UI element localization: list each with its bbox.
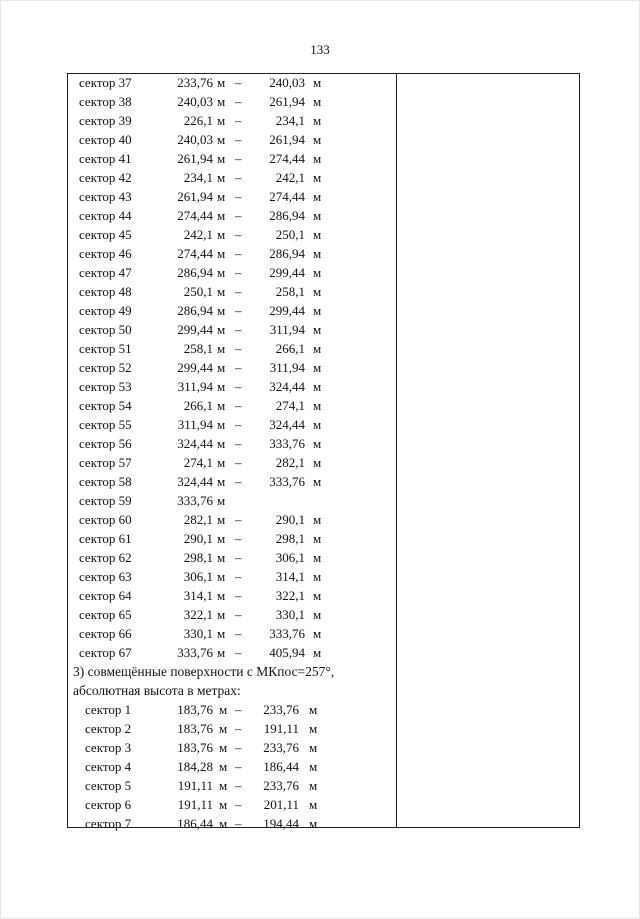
row-unit2: м	[309, 778, 318, 793]
row-unit2: м	[313, 569, 322, 584]
row-unit1: м	[217, 322, 226, 337]
row-unit2: м	[313, 132, 322, 147]
row-to: 274,1	[275, 398, 305, 413]
row-to: 330,1	[275, 607, 305, 622]
table-row	[67, 282, 397, 301]
row-dash: –	[235, 816, 242, 831]
row-unit2: м	[313, 265, 322, 280]
row-unit1: м	[217, 341, 226, 356]
sector-list-a	[67, 73, 397, 662]
row-unit1: м	[217, 132, 226, 147]
row-from: 184,28	[177, 759, 213, 774]
row-dash: –	[235, 94, 242, 109]
row-dash: –	[235, 702, 242, 717]
row-unit2: м	[313, 436, 322, 451]
row-from: 322,1	[183, 607, 213, 622]
table-row	[67, 301, 397, 320]
row-from: 274,1	[183, 455, 213, 470]
row-to: 299,44	[269, 303, 305, 318]
row-unit2: м	[313, 531, 322, 546]
row-unit1: м	[217, 569, 226, 584]
row-dash: –	[235, 284, 242, 299]
row-sector: сектор 53	[79, 379, 132, 394]
row-to: 282,1	[275, 455, 305, 470]
row-unit2: м	[313, 645, 322, 660]
row-to: 311,94	[269, 360, 305, 375]
row-unit1: м	[217, 75, 226, 90]
table-row	[67, 795, 397, 814]
table-row	[67, 168, 397, 187]
row-dash: –	[235, 227, 242, 242]
row-sector: сектор 39	[79, 113, 132, 128]
row-unit2: м	[309, 759, 318, 774]
row-sector: сектор 55	[79, 417, 132, 432]
row-from: 314,1	[183, 588, 213, 603]
row-unit2: м	[313, 227, 322, 242]
row-unit1: м	[217, 607, 226, 622]
row-unit1: м	[217, 474, 226, 489]
row-unit2: м	[309, 721, 318, 736]
row-sector: сектор 2	[85, 721, 132, 736]
row-from: 324,44	[177, 436, 213, 451]
row-unit2: м	[309, 816, 318, 831]
row-sector: сектор 6	[85, 797, 132, 812]
table-row	[67, 339, 397, 358]
table-row	[67, 434, 397, 453]
row-dash: –	[235, 303, 242, 318]
row-from: 234,1	[183, 170, 213, 185]
table-row	[67, 567, 397, 586]
row-from: 258,1	[183, 341, 213, 356]
row-from: 266,1	[183, 398, 213, 413]
row-sector: сектор 5	[85, 778, 132, 793]
row-unit1: м	[219, 816, 228, 831]
table-row	[67, 529, 397, 548]
row-unit1: м	[217, 151, 226, 166]
row-dash: –	[235, 246, 242, 261]
row-unit2: м	[313, 322, 322, 337]
row-to: 290,1	[275, 512, 305, 527]
row-from: 183,76	[177, 740, 213, 755]
row-from: 286,94	[177, 265, 213, 280]
row-to: 261,94	[269, 94, 305, 109]
row-unit2: м	[313, 94, 322, 109]
table-row	[67, 111, 397, 130]
table-row	[67, 757, 397, 776]
row-dash: –	[235, 189, 242, 204]
row-dash: –	[235, 759, 242, 774]
row-to: 201,11	[263, 797, 299, 812]
row-sector: сектор 58	[79, 474, 132, 489]
row-from: 261,94	[177, 189, 213, 204]
row-dash: –	[235, 512, 242, 527]
row-unit1: м	[219, 740, 228, 755]
row-sector: сектор 61	[79, 531, 132, 546]
row-to: 250,1	[275, 227, 305, 242]
row-sector: сектор 1	[85, 702, 132, 717]
table-row	[67, 643, 397, 662]
sector-list-b	[67, 700, 397, 833]
row-to: 298,1	[275, 531, 305, 546]
table-row	[67, 206, 397, 225]
row-unit1: м	[217, 417, 226, 432]
table-row	[67, 510, 397, 529]
row-from: 333,76	[177, 645, 213, 660]
row-dash: –	[235, 322, 242, 337]
row-unit1: м	[217, 436, 226, 451]
table-row	[67, 700, 397, 719]
row-sector: сектор 45	[79, 227, 132, 242]
row-unit1: м	[217, 170, 226, 185]
row-to: 286,94	[269, 246, 305, 261]
table-row	[67, 358, 397, 377]
row-dash: –	[235, 360, 242, 375]
row-from: 242,1	[183, 227, 213, 242]
row-sector: сектор 37	[79, 75, 132, 90]
row-unit2: м	[313, 379, 322, 394]
row-from: 282,1	[183, 512, 213, 527]
row-sector: сектор 64	[79, 588, 132, 603]
row-unit2: м	[313, 512, 322, 527]
row-unit1: м	[217, 379, 226, 394]
row-to: 233,76	[263, 740, 299, 755]
row-to: 286,94	[269, 208, 305, 223]
row-to: 306,1	[275, 550, 305, 565]
row-to: 240,03	[269, 75, 305, 90]
row-dash: –	[235, 151, 242, 166]
row-to: 324,44	[269, 379, 305, 394]
row-dash: –	[235, 170, 242, 185]
row-unit2: м	[313, 208, 322, 223]
row-to: 233,76	[263, 702, 299, 717]
row-sector: сектор 4	[85, 759, 132, 774]
row-to: 333,76	[269, 474, 305, 489]
row-sector: сектор 67	[79, 645, 132, 660]
row-to: 299,44	[269, 265, 305, 280]
row-unit1: м	[219, 721, 228, 736]
row-to: 333,76	[269, 626, 305, 641]
row-unit1: м	[217, 94, 226, 109]
row-sector: сектор 43	[79, 189, 132, 204]
table-row	[67, 130, 397, 149]
row-unit1: м	[217, 360, 226, 375]
row-unit2: м	[313, 588, 322, 603]
row-dash: –	[235, 132, 242, 147]
table-row	[67, 149, 397, 168]
row-from: 240,03	[177, 94, 213, 109]
row-dash: –	[235, 417, 242, 432]
row-unit1: м	[217, 113, 226, 128]
row-sector: сектор 48	[79, 284, 132, 299]
row-from: 333,76	[177, 493, 213, 508]
row-from: 250,1	[183, 284, 213, 299]
row-to: 322,1	[275, 588, 305, 603]
row-sector: сектор 3	[85, 740, 132, 755]
row-dash: –	[235, 531, 242, 546]
row-to: 274,44	[269, 151, 305, 166]
row-sector: сектор 44	[79, 208, 132, 223]
row-sector: сектор 57	[79, 455, 132, 470]
table-row	[67, 225, 397, 244]
row-sector: сектор 54	[79, 398, 132, 413]
row-dash: –	[235, 778, 242, 793]
table-row	[67, 187, 397, 206]
row-unit1: м	[217, 227, 226, 242]
row-from: 186,44	[177, 816, 213, 831]
table-row	[67, 814, 397, 833]
row-unit2: м	[309, 702, 318, 717]
row-unit1: м	[217, 512, 226, 527]
row-dash: –	[235, 797, 242, 812]
row-unit2: м	[313, 341, 322, 356]
table-row	[67, 415, 397, 434]
row-sector: сектор 51	[79, 341, 132, 356]
row-from: 233,76	[177, 75, 213, 90]
row-dash: –	[235, 626, 242, 641]
row-to: 234,1	[275, 113, 305, 128]
row-dash: –	[235, 645, 242, 660]
row-to: 333,76	[269, 436, 305, 451]
row-dash: –	[235, 341, 242, 356]
row-unit2: м	[313, 417, 322, 432]
row-unit2: м	[313, 170, 322, 185]
row-unit2: м	[313, 550, 322, 565]
row-sector: сектор 62	[79, 550, 132, 565]
table-row	[67, 73, 397, 92]
row-unit2: м	[313, 626, 322, 641]
row-sector: сектор 46	[79, 246, 132, 261]
row-unit1: м	[217, 531, 226, 546]
row-unit1: м	[217, 246, 226, 261]
table-row	[67, 738, 397, 757]
table-row	[67, 453, 397, 472]
row-from: 183,76	[177, 702, 213, 717]
row-unit2: м	[313, 151, 322, 166]
row-dash: –	[235, 208, 242, 223]
row-sector: сектор 49	[79, 303, 132, 318]
row-dash: –	[235, 588, 242, 603]
row-unit1: м	[217, 550, 226, 565]
row-to: 233,76	[263, 778, 299, 793]
section-3-line-1: 3) совмещённые поверхности с МКпос=257°,	[73, 664, 335, 679]
row-unit1: м	[217, 189, 226, 204]
row-unit1: м	[217, 645, 226, 660]
row-sector: сектор 40	[79, 132, 132, 147]
row-from: 286,94	[177, 303, 213, 318]
row-unit1: м	[217, 284, 226, 299]
row-unit2: м	[313, 284, 322, 299]
row-sector: сектор 47	[79, 265, 132, 280]
row-dash: –	[235, 455, 242, 470]
row-unit2: м	[313, 189, 322, 204]
row-unit2: м	[313, 455, 322, 470]
row-from: 274,44	[177, 246, 213, 261]
row-sector: сектор 56	[79, 436, 132, 451]
row-to: 186,44	[263, 759, 299, 774]
row-unit1: м	[217, 208, 226, 223]
row-unit2: м	[313, 75, 322, 90]
row-unit2: м	[313, 303, 322, 318]
row-to: 314,1	[275, 569, 305, 584]
section-3-heading	[67, 662, 397, 700]
table-row	[67, 263, 397, 282]
row-unit1: м	[217, 626, 226, 641]
row-sector: сектор 42	[79, 170, 132, 185]
row-from: 261,94	[177, 151, 213, 166]
row-sector: сектор 60	[79, 512, 132, 527]
table-row	[67, 719, 397, 738]
row-unit2: м	[309, 740, 318, 755]
row-sector: сектор 50	[79, 322, 132, 337]
row-unit2: м	[313, 246, 322, 261]
row-from: 274,44	[177, 208, 213, 223]
row-dash: –	[235, 550, 242, 565]
row-dash: –	[235, 721, 242, 736]
row-to: 311,94	[269, 322, 305, 337]
row-from: 191,11	[177, 797, 213, 812]
section-3-line-2: абсолютная высота в метрах:	[73, 683, 241, 698]
row-from: 299,44	[177, 360, 213, 375]
row-from: 330,1	[183, 626, 213, 641]
row-dash: –	[235, 607, 242, 622]
row-sector: сектор 63	[79, 569, 132, 584]
table-row	[67, 548, 397, 567]
row-sector: сектор 66	[79, 626, 132, 641]
row-unit1: м	[219, 797, 228, 812]
row-unit2: м	[313, 398, 322, 413]
row-unit1: м	[217, 455, 226, 470]
row-to: 261,94	[269, 132, 305, 147]
row-from: 298,1	[183, 550, 213, 565]
row-unit1: м	[217, 398, 226, 413]
row-from: 226,1	[183, 113, 213, 128]
row-unit2: м	[309, 797, 318, 812]
row-dash: –	[235, 569, 242, 584]
row-from: 290,1	[183, 531, 213, 546]
row-dash: –	[235, 398, 242, 413]
row-dash: –	[235, 379, 242, 394]
row-unit2: м	[313, 474, 322, 489]
row-unit1: м	[219, 778, 228, 793]
row-unit1: м	[217, 265, 226, 280]
row-unit2: м	[313, 113, 322, 128]
row-dash: –	[235, 75, 242, 90]
page-number: 133	[310, 42, 330, 57]
row-from: 324,44	[177, 474, 213, 489]
table-row	[67, 624, 397, 643]
row-unit2: м	[313, 607, 322, 622]
row-from: 191,11	[177, 778, 213, 793]
row-from: 183,76	[177, 721, 213, 736]
row-to: 258,1	[275, 284, 305, 299]
row-dash: –	[235, 265, 242, 280]
row-dash: –	[235, 113, 242, 128]
table-row	[67, 491, 397, 510]
row-unit1: м	[219, 702, 228, 717]
row-unit1: м	[217, 493, 226, 508]
row-from: 240,03	[177, 132, 213, 147]
table-row	[67, 605, 397, 624]
table-row	[67, 586, 397, 605]
row-from: 299,44	[177, 322, 213, 337]
row-to: 266,1	[275, 341, 305, 356]
row-to: 242,1	[275, 170, 305, 185]
row-to: 194,44	[263, 816, 299, 831]
row-from: 311,94	[177, 417, 213, 432]
row-sector: сектор 52	[79, 360, 132, 375]
row-to: 324,44	[269, 417, 305, 432]
row-dash: –	[235, 740, 242, 755]
row-sector: сектор 38	[79, 94, 132, 109]
table-row	[67, 320, 397, 339]
row-unit1: м	[217, 588, 226, 603]
row-from: 311,94	[177, 379, 213, 394]
table-row	[67, 396, 397, 415]
table-left-column	[67, 73, 397, 833]
table-row	[67, 472, 397, 491]
row-unit1: м	[217, 303, 226, 318]
table-row	[67, 92, 397, 111]
row-dash: –	[235, 436, 242, 451]
table-row	[67, 776, 397, 795]
row-unit2: м	[313, 360, 322, 375]
row-dash: –	[235, 474, 242, 489]
row-sector: сектор 65	[79, 607, 132, 622]
row-to: 405,94	[269, 645, 305, 660]
table-row	[67, 244, 397, 263]
row-from: 306,1	[183, 569, 213, 584]
row-unit1: м	[219, 759, 228, 774]
row-sector: сектор 7	[85, 816, 132, 831]
row-sector: сектор 59	[79, 493, 132, 508]
row-to: 274,44	[269, 189, 305, 204]
table-row	[67, 377, 397, 396]
row-sector: сектор 41	[79, 151, 132, 166]
row-to: 191,11	[263, 721, 299, 736]
